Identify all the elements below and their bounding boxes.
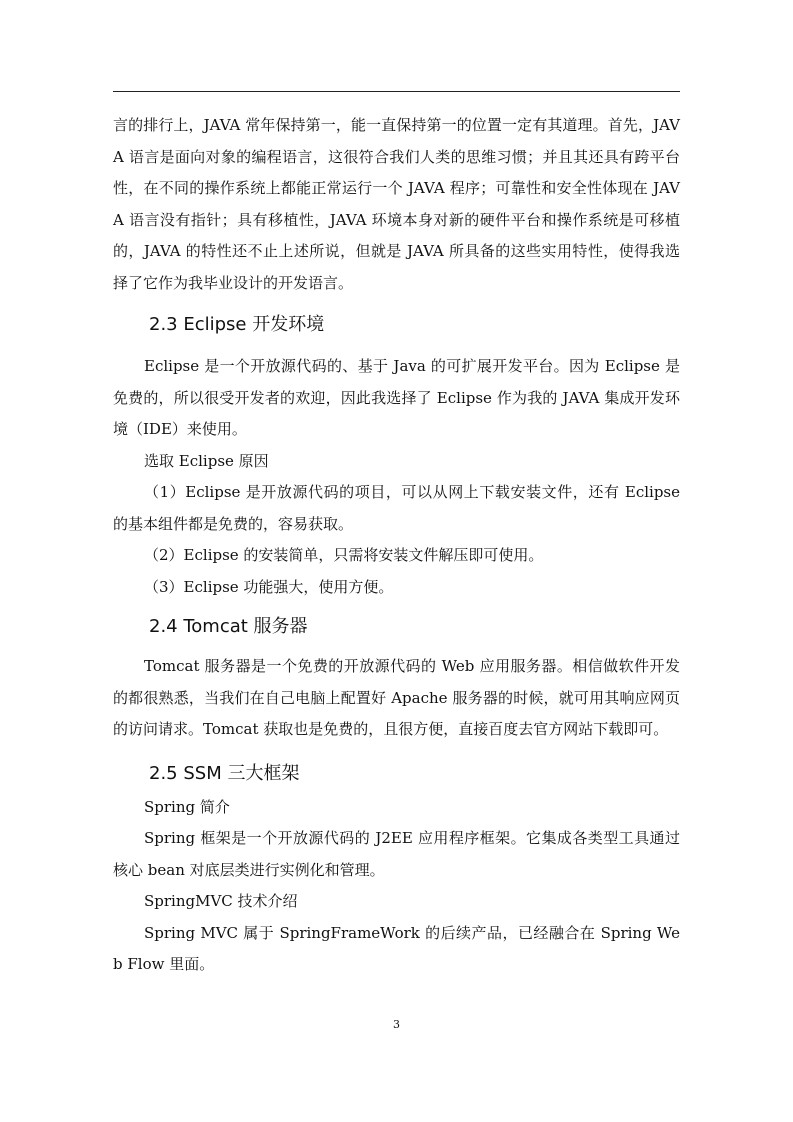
eclipse-reason-item: （3）Eclipse 功能强大，使用方便。 (144, 577, 394, 596)
spring-paragraph: Spring 框架是一个开放源代码的 J2EE 应用程序框架。它集成各类型工具通过核心 bean 对底层类进行实例化和管理。 (113, 829, 680, 879)
eclipse-reason-item: （1）Eclipse 是开放源代码的项目，可以从网上下载安装文件，还有 Eclipse 的基本组件都是免费的，容易获取。 (113, 483, 680, 533)
section-heading-tomcat: 2.4 Tomcat 服务器 (149, 616, 308, 637)
section-heading-eclipse: 2.3 Eclipse 开发环境 (149, 314, 325, 335)
eclipse-intro-paragraph: Eclipse 是一个开放源代码的、基于 Java 的可扩展开发平台。因为 Eclipse 是免费的，所以很受开发者的欢迎，因此我选择了 Eclipse 作为我的 JAVA 集成开发环境（IDE）来使用。 (113, 357, 680, 438)
section-heading-ssm: 2.5 SSM 三大框架 (149, 762, 300, 784)
springmvc-title: SpringMVC 技术介绍 (144, 892, 298, 910)
java-paragraph: 言的排行上，JAVA 常年保持第一，能一直保持第一的位置一定有其道理。首先，JAVA 语言是面向对象的编程语言，这很符合我们人类的思维习惯；并且其还具有跨平台性，在不同的操作系统上都能正常运行一个 JAVA 程序；可靠性和安全性体现在 JAVA 语言没有指针；具有移植性，JAVA 环境本身对新的硬件平台和操作系统是可移植的，JAVA 的特性还不止上述所说，但就是 JAVA 所具备的这些实用特性，使得我选择了它作为我毕业设计的开发语言。 (113, 116, 680, 292)
spring-title: Spring 简介 (144, 797, 230, 816)
springmvc-paragraph: Spring MVC 属于 SpringFrameWork 的后续产品，已经融合在 Spring Web Flow 里面。 (113, 923, 680, 973)
header-rule (113, 91, 680, 92)
page-number: 3 (393, 1018, 400, 1031)
page-body (113, 110, 680, 981)
eclipse-reason-item: （2）Eclipse 的安装简单，只需将安装文件解压即可使用。 (144, 546, 544, 564)
tomcat-paragraph: Tomcat 服务器是一个免费的开放源代码的 Web 应用服务器。相信做软件开发的都很熟悉，当我们在自己电脑上配置好 Apache 服务器的时候，就可用其响应网页的访问请求。Tomcat 获取也是免费的，且很方便，直接百度去官方网站下载即可。 (113, 657, 680, 738)
eclipse-reason-title: 选取 Eclipse 原因 (144, 451, 269, 470)
